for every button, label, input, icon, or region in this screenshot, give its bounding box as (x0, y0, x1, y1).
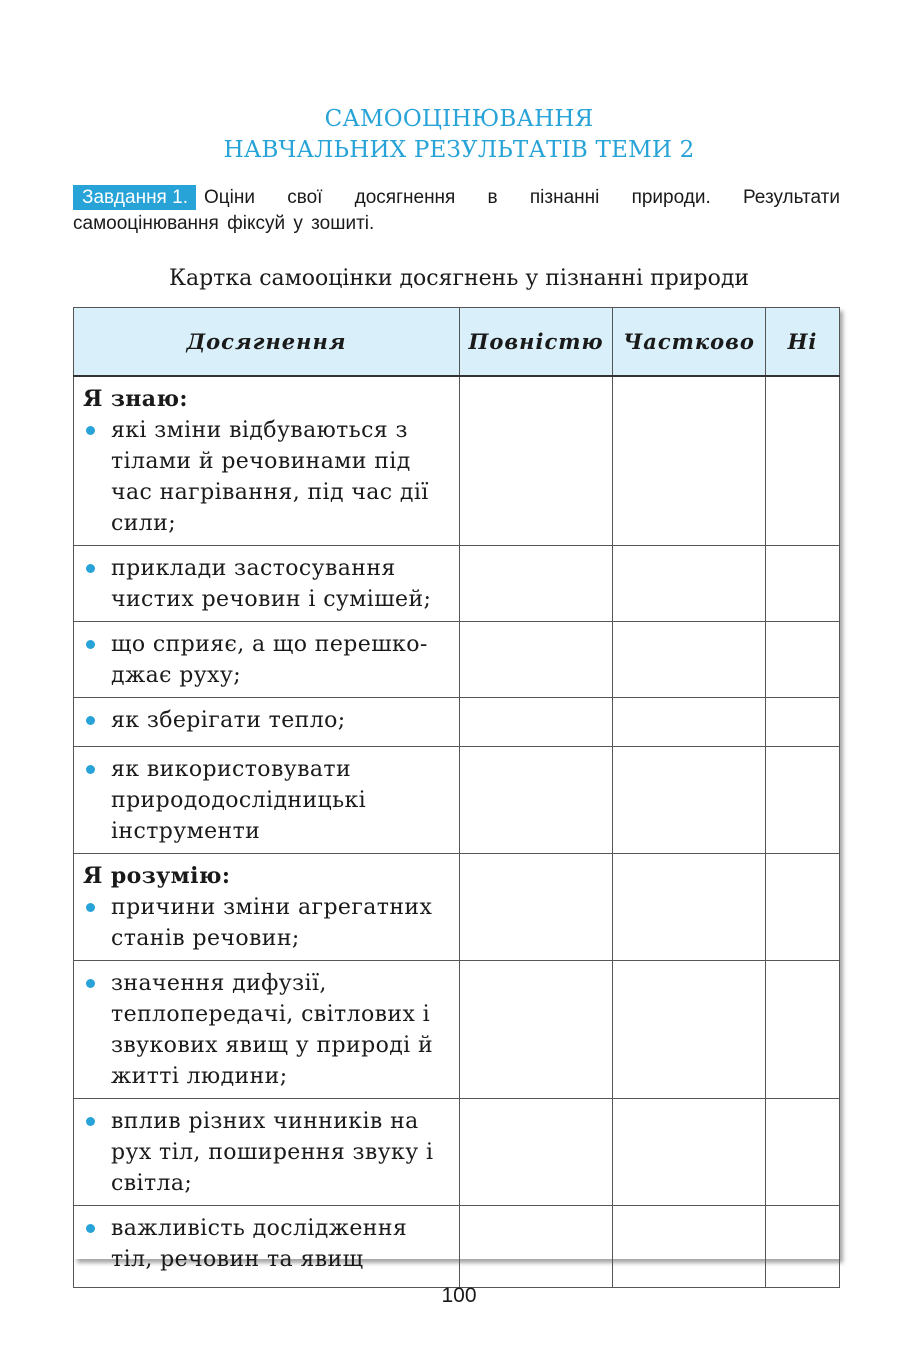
partially-cell[interactable] (613, 960, 766, 1098)
achievement-cell (74, 1205, 460, 1287)
bullet-icon (86, 716, 95, 725)
bullet-icon (86, 426, 95, 435)
table-row (74, 960, 840, 1098)
header-achievements: Досягнення (74, 308, 460, 376)
table-row (74, 1205, 840, 1287)
fully-cell[interactable] (460, 1098, 613, 1205)
achievement-text: важливість дослідження тіл, речовин та явищ (111, 1215, 408, 1272)
header-partially: Частково (613, 308, 766, 376)
no-cell[interactable] (766, 746, 840, 853)
fully-cell[interactable] (460, 376, 613, 546)
partially-cell[interactable] (613, 621, 766, 697)
table-header-row (74, 308, 840, 376)
fully-cell[interactable] (460, 960, 613, 1098)
achievement-cell (74, 853, 460, 960)
task-text: Оціни свої досягнення в пізнанні природи. Результати самооцінювання фіксуй у зошиті. (73, 187, 840, 234)
achievement-cell (74, 1098, 460, 1205)
partially-cell[interactable] (613, 1098, 766, 1205)
achievement-text: значення дифузії, теплопередачі, світлових і звукових явищ у природі й житті людини; (111, 970, 434, 1089)
heading-line-2: НАВЧАЛЬНИХ РЕЗУЛЬТАТІВ ТЕМИ 2 (223, 137, 695, 163)
table-row (74, 376, 840, 546)
partially-cell[interactable] (613, 545, 766, 621)
header-fully: Повністю (460, 308, 613, 376)
no-cell[interactable] (766, 376, 840, 546)
achievement-text: що сприяє, а що перешко-джає руху; (111, 631, 428, 688)
fully-cell[interactable] (460, 697, 613, 746)
achievement-cell (74, 376, 460, 546)
fully-cell[interactable] (460, 1205, 613, 1287)
table-row (74, 697, 840, 746)
table-row (74, 853, 840, 960)
achievement-cell (74, 621, 460, 697)
heading-line-1: САМООЦІНЮВАННЯ (324, 106, 594, 132)
fully-cell[interactable] (460, 746, 613, 853)
partially-cell[interactable] (613, 746, 766, 853)
no-cell[interactable] (766, 545, 840, 621)
achievement-text: приклади застосування чистих речовин і сумішей; (111, 555, 432, 612)
achievement-cell (74, 545, 460, 621)
no-cell[interactable] (766, 960, 840, 1098)
table-row (74, 1098, 840, 1205)
self-assessment-table (73, 307, 840, 1288)
achievement-cell (74, 960, 460, 1098)
page-number: 100 (441, 1284, 477, 1307)
partially-cell[interactable] (613, 853, 766, 960)
group-label-know: Я знаю: (83, 385, 188, 412)
partially-cell[interactable] (613, 697, 766, 746)
bullet-icon (86, 979, 95, 988)
header-no: Ні (766, 308, 840, 376)
achievement-text: як використовувати природодослідницькі інструменти (111, 756, 367, 844)
no-cell[interactable] (766, 697, 840, 746)
bullet-icon (86, 765, 95, 774)
table-row (74, 545, 840, 621)
fully-cell[interactable] (460, 621, 613, 697)
partially-cell[interactable] (613, 1205, 766, 1287)
no-cell[interactable] (766, 853, 840, 960)
no-cell[interactable] (766, 621, 840, 697)
page-heading (0, 104, 918, 166)
achievement-cell (74, 697, 460, 746)
table-caption: Картка самооцінки досягнень у пізнанні природи (168, 266, 750, 291)
no-cell[interactable] (766, 1205, 840, 1287)
bullet-icon (86, 564, 95, 573)
bullet-icon (86, 640, 95, 649)
achievement-cell (74, 746, 460, 853)
bullet-icon (86, 1117, 95, 1126)
achievement-text: вплив різних чинників на рух тіл, поширення звуку і світла; (111, 1108, 434, 1196)
self-assessment-table-container (73, 307, 839, 1272)
no-cell[interactable] (766, 1098, 840, 1205)
achievement-text: як зберігати тепло; (111, 707, 346, 733)
fully-cell[interactable] (460, 853, 613, 960)
bullet-icon (86, 1224, 95, 1233)
fully-cell[interactable] (460, 545, 613, 621)
table-row (74, 746, 840, 853)
bullet-icon (86, 903, 95, 912)
achievement-text: причини зміни агрегатних станів речовин; (111, 894, 433, 951)
group-label-understand: Я розумію: (83, 862, 231, 889)
table-row (74, 621, 840, 697)
task-block (73, 185, 840, 237)
partially-cell[interactable] (613, 376, 766, 546)
task-badge: Завдання 1. (73, 185, 196, 210)
achievement-text: які зміни відбуваються з тілами й речовинами під час нагрівання, під час дії сили; (111, 417, 429, 536)
